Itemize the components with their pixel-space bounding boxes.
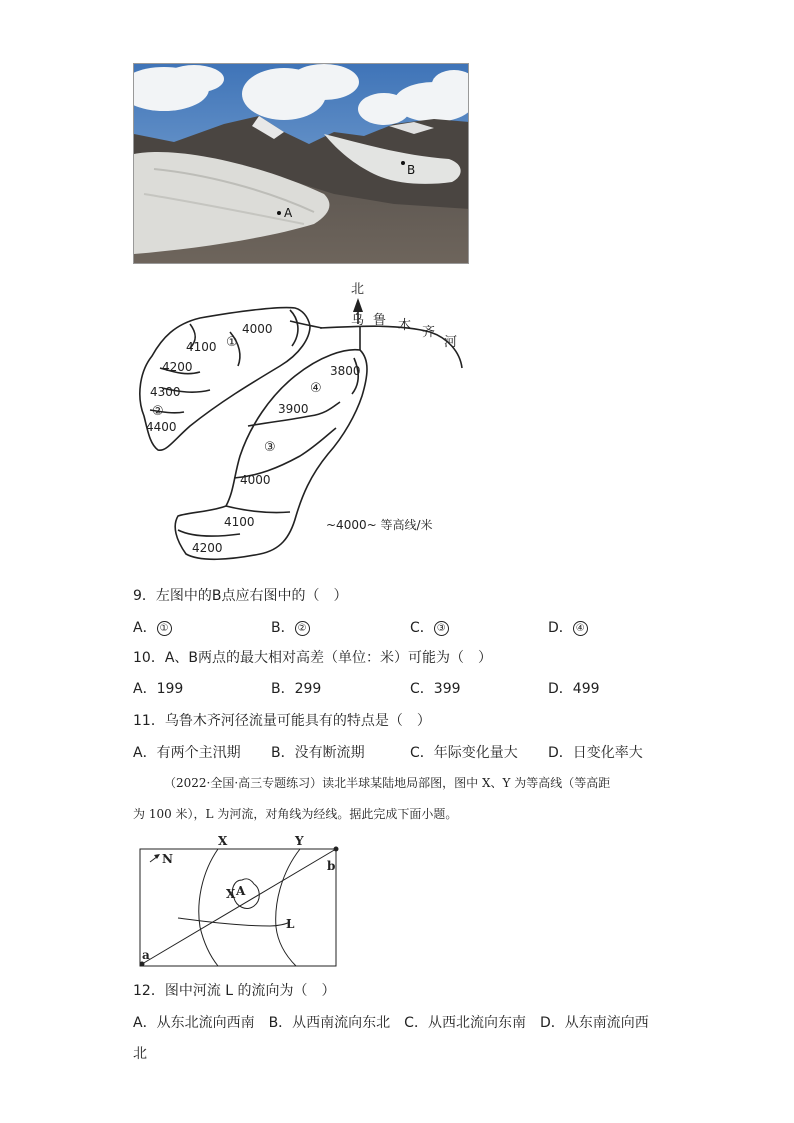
contour-legend: ~4000~ 等高线/米 xyxy=(326,518,433,532)
option-text: ② xyxy=(295,621,310,636)
question-12-stem: 12．图中河流 L 的流向为（ ） xyxy=(133,983,336,999)
map2-a-inner-label: A xyxy=(236,884,246,898)
option-letter: D． xyxy=(548,745,573,761)
land-map xyxy=(130,832,342,972)
region-label-4: ④ xyxy=(310,381,322,396)
north-label: 北 xyxy=(351,282,365,297)
question-11-option-a[interactable] xyxy=(133,743,241,763)
option-letter: C． xyxy=(410,620,434,636)
question-11-option-c[interactable] xyxy=(410,743,518,763)
question-12-options[interactable]: A．从东北流向西南 B．从西南流向东北 C．从西北流向东南 D．从东南流向西 xyxy=(133,1015,649,1031)
question-11-option-b[interactable] xyxy=(271,743,365,763)
question-9-stem: 9．左图中的B点应右图中的（ ） xyxy=(133,588,348,604)
option-text: 有两个主汛期 xyxy=(156,745,241,761)
option-text: 299 xyxy=(294,681,322,697)
question-11-option-d[interactable] xyxy=(548,743,643,763)
map2-b-corner-label: b xyxy=(327,859,336,873)
region-label-1: ① xyxy=(226,335,238,350)
question-10-option-a[interactable] xyxy=(133,679,183,699)
river-char-4: 齐 xyxy=(422,325,436,340)
contour-label: 4100 xyxy=(186,340,217,354)
option-letter: A． xyxy=(133,745,157,761)
question-9-option-a[interactable] xyxy=(133,618,172,638)
option-text: 年际变化量大 xyxy=(433,745,518,761)
map2-l-label: L xyxy=(286,917,295,931)
map2-a-corner-label: a xyxy=(142,948,150,962)
river-char-2: 鲁 xyxy=(373,313,387,328)
option-text: ④ xyxy=(573,621,588,636)
question-10-option-d[interactable] xyxy=(548,679,600,699)
option-letter: B． xyxy=(271,620,295,636)
question-12-options-wrap: 北 xyxy=(133,1046,147,1062)
question-11-stem: 11．乌鲁木齐河径流量可能具有的特点是（ ） xyxy=(133,713,431,729)
photo-label-a: A xyxy=(284,206,293,220)
option-letter: B． xyxy=(271,681,295,697)
map2-x-inner-label: X xyxy=(226,887,236,901)
river-char-5: 河 xyxy=(444,335,458,350)
contour-label: 4000 xyxy=(240,473,271,487)
contour-label: 4100 xyxy=(224,515,255,529)
option-text: ① xyxy=(157,621,172,636)
region-label-3: ③ xyxy=(264,440,276,455)
river-char-1: 乌 xyxy=(351,313,365,328)
glacier-photo xyxy=(133,63,469,264)
option-letter: A． xyxy=(133,681,157,697)
glacier-contour-map xyxy=(130,276,475,576)
contour-label: 4300 xyxy=(150,385,181,399)
contour-label: 4200 xyxy=(162,360,193,374)
option-text: 399 xyxy=(433,681,461,697)
option-letter: A． xyxy=(133,620,157,636)
option-letter: D． xyxy=(548,681,573,697)
intro-line-1: （2022·全国·高三专题练习）读北半球某陆地局部图，图中 X、Y 为等高线（等高距 xyxy=(164,776,611,790)
option-text: 没有断流期 xyxy=(294,745,365,761)
question-10-option-c[interactable] xyxy=(410,679,461,699)
photo-label-b: B xyxy=(407,163,416,177)
contour-label: 3900 xyxy=(278,402,309,416)
contour-label: 3800 xyxy=(330,364,361,378)
question-9-option-d[interactable] xyxy=(548,618,588,638)
question-9-option-c[interactable] xyxy=(410,618,449,638)
option-letter: C． xyxy=(410,745,434,761)
option-text: 499 xyxy=(572,681,600,697)
map2-y-top-label: Y xyxy=(295,834,304,848)
region-label-2: ② xyxy=(152,404,164,419)
contour-label: 4000 xyxy=(242,322,273,336)
map2-x-top-label: X xyxy=(218,834,228,848)
option-text: 199 xyxy=(156,681,184,697)
intro-line-2: 为 100 米），L 为河流，对角线为经线。据此完成下面小题。 xyxy=(133,807,458,821)
question-10-option-b[interactable] xyxy=(271,679,321,699)
option-text: 日变化率大 xyxy=(572,745,643,761)
option-text: ③ xyxy=(434,621,449,636)
option-letter: D． xyxy=(548,620,573,636)
contour-label: 4200 xyxy=(192,541,223,555)
river-char-3: 木 xyxy=(398,318,412,333)
option-letter: C． xyxy=(410,681,434,697)
option-letter: B． xyxy=(271,745,295,761)
contour-label: 4400 xyxy=(146,420,177,434)
map2-north-label: N xyxy=(162,852,173,866)
question-10-stem: 10．A、B两点的最大相对高差（单位：米）可能为（ ） xyxy=(133,650,492,666)
question-9-option-b[interactable] xyxy=(271,618,310,638)
